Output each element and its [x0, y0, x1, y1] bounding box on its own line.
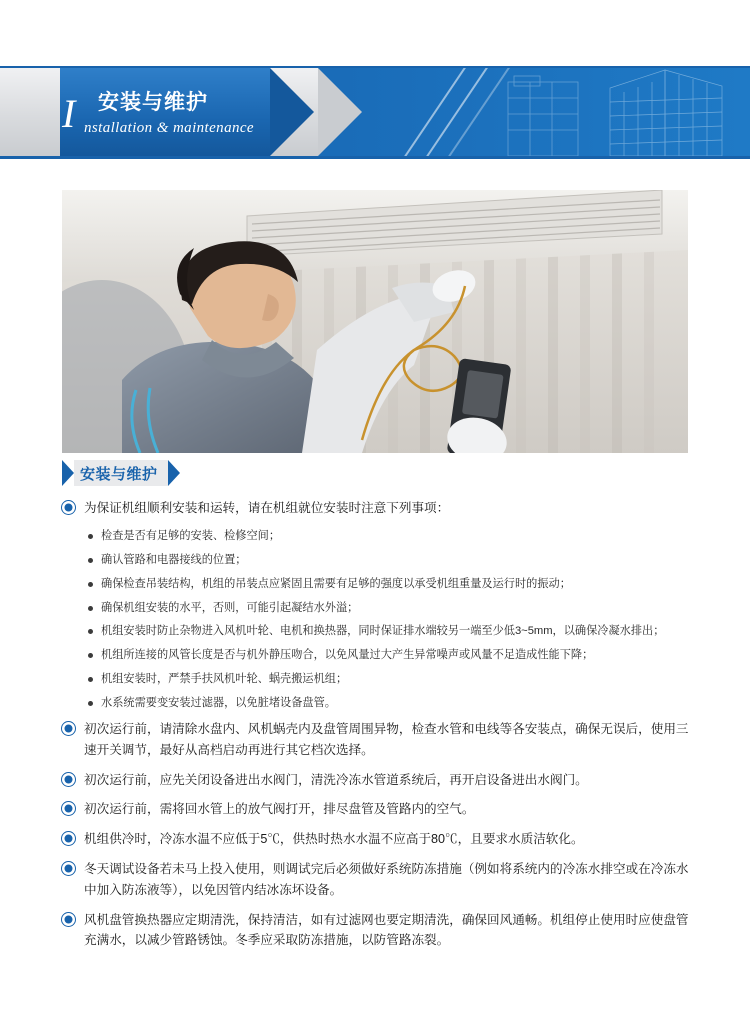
list-item [62, 719, 690, 761]
sub-list-item [88, 600, 688, 618]
list-item [62, 859, 690, 901]
page-header [0, 68, 750, 156]
ring-bullet-icon [62, 722, 75, 735]
sub-list-item-text: 机组安装时，严禁手扶风机叶轮、蜗壳搬运机组； [101, 673, 348, 686]
header-bottom-rule [0, 156, 750, 159]
dot-bullet-icon [88, 534, 93, 539]
arrow-right-icon [168, 460, 180, 486]
section-title [62, 460, 180, 486]
list-item-text: 初次运行前，请清除水盘内、风机蜗壳内及盘管周围异物，检查水管和电线等各安装点，确保无误后，使用三速开关调节，最好从高档启动再进行其它档次选择。 [84, 722, 689, 757]
list-item [62, 910, 690, 952]
dot-bullet-icon [88, 653, 93, 658]
ring-bullet-icon [62, 862, 75, 875]
list-item [62, 799, 690, 820]
sub-list-item [88, 552, 688, 570]
list-item-text: 冬天调试设备若未马上投入使用，则调试完后必须做好系统防冻措施（例如将系统内的冷冻水排空或在冷冻水中加入防冻液等），以免因管内结冰冻坏设备。 [84, 861, 689, 897]
ring-bullet-icon [62, 802, 75, 815]
arrow-left-icon [62, 460, 74, 486]
dot-bullet-icon [88, 558, 93, 563]
sub-list-item [88, 576, 688, 594]
list-item-text: 初次运行前，需将回水管上的放气阀打开，排尽盘管及管路内的空气。 [84, 802, 475, 817]
sub-list-item-text: 机组所连接的风管长度是否与机外静压吻合，以免风量过大产生异常噪声或风量不足造成性能下降； [101, 649, 594, 662]
dot-bullet-icon [88, 606, 93, 611]
photo-illustration [62, 190, 688, 453]
page-title: 安装与维护 [98, 91, 208, 114]
sub-list-item-text: 水系统需要变安装过滤器，以免脏堵设备盘管。 [101, 697, 336, 710]
section-title-label: 安装与维护 [80, 465, 158, 483]
dot-bullet-icon [88, 701, 93, 706]
sub-list-item-text: 确认管路和电器接线的位置； [101, 553, 247, 566]
sub-list-item-text: 检查是否有足够的安装、检修空间； [101, 529, 281, 542]
sub-list-item [88, 695, 688, 713]
ring-bullet-icon [62, 501, 75, 514]
hero-photo [62, 190, 688, 453]
list-item-text: 机组供冷时，冷冻水温不应低于5℃，供热时热水水温不应高于80℃，且要求水质洁软化。 [84, 832, 584, 847]
building-artwork-icon [490, 68, 750, 156]
list-item [62, 498, 690, 519]
dot-bullet-icon [88, 582, 93, 587]
ring-bullet-icon [62, 773, 75, 786]
content-list [62, 498, 690, 960]
ring-bullet-icon [62, 913, 75, 926]
section-title-box [74, 460, 168, 486]
dot-bullet-icon [88, 677, 93, 682]
list-item-text: 为保证机组顺利安装和运转，请在机组就位安装时注意下列事项： [84, 501, 450, 515]
dot-bullet-icon [88, 629, 93, 634]
list-item [62, 770, 690, 791]
ring-bullet-icon [62, 832, 75, 845]
sub-list-item [88, 623, 688, 641]
header-initial-letter: I [62, 91, 76, 136]
list-item [62, 829, 690, 850]
sub-list-item [88, 647, 688, 665]
sub-list-item-text: 确保机组安装的水平，否则，可能引起凝结水外溢； [101, 601, 359, 614]
sub-list [88, 528, 688, 713]
list-item-text: 初次运行前，应先关闭设备进出水阀门，清洗冷冻水管道系统后，再开启设备进出水阀门。 [84, 772, 588, 787]
sub-list-item-text: 确保检查吊装结构，机组的吊装点应紧固且需要有足够的强度以承受机组重量及运行时的振动； [101, 577, 571, 590]
sub-list-item [88, 671, 688, 689]
sub-list-item-text: 机组安装时防止杂物进入风机叶轮、电机和换热器，同时保证排水端较另一端至少低3~5mm，以确保冷凝水排出； [101, 625, 665, 638]
list-item-text: 风机盘管换热器应定期清洗，保持清洁，如有过滤网也要定期清洗，确保回风通畅。机组停止使用时应使盘管充满水，以减少管路锈蚀。冬季应采取防冻措施，以防管路冻裂。 [84, 912, 689, 948]
sub-list-item [88, 528, 688, 546]
page-subtitle: nstallation & maintenance [84, 120, 254, 136]
